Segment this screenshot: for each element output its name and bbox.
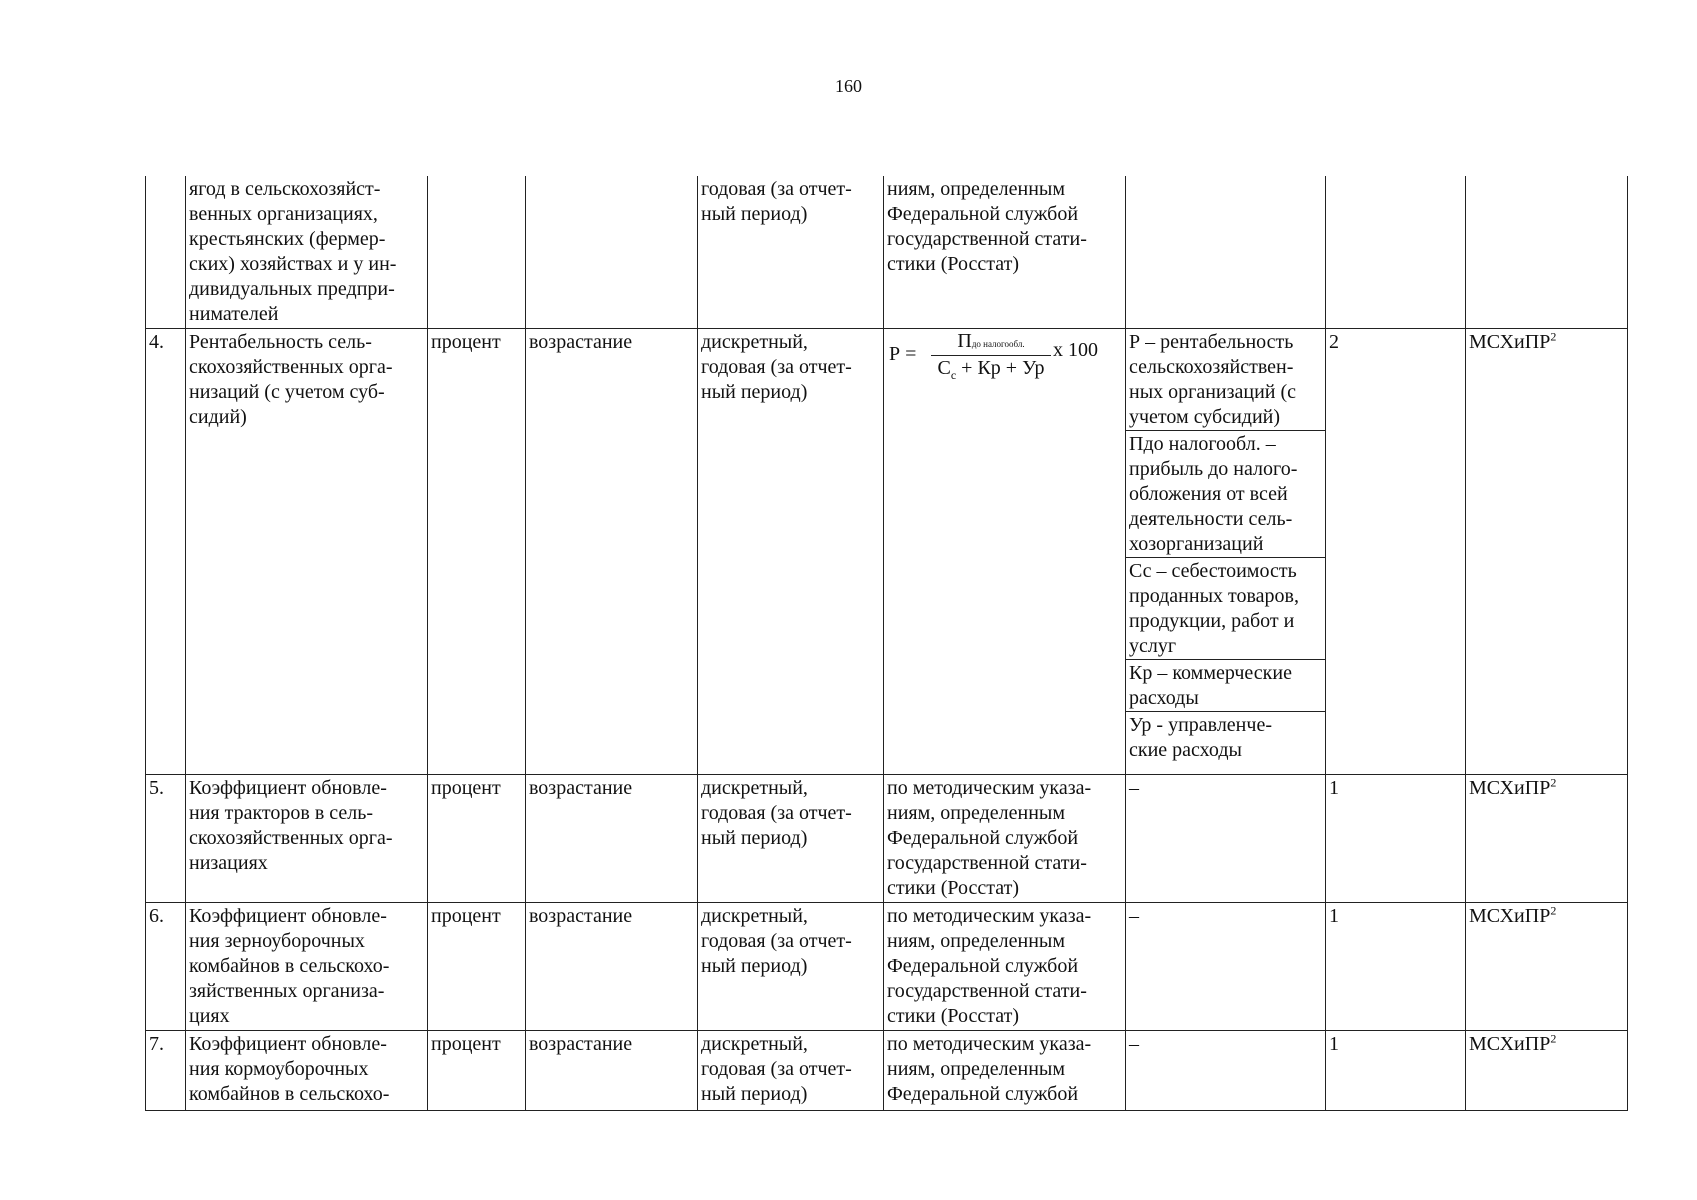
table-row	[146, 1030, 1628, 1110]
type-cell: дискретный, годовая (за отчет- ный период)	[698, 774, 884, 902]
definitions-cell: –	[1126, 774, 1326, 902]
table-row	[146, 774, 1628, 902]
value-cell: 2	[1326, 328, 1466, 774]
method-cell: по методическим указа- ниям, определенным Федеральной службой	[884, 1030, 1126, 1110]
row-number: 5.	[146, 774, 186, 902]
indicator-name: Коэффициент обновле- ния кормоуборочных комбайнов в сельскохо-	[186, 1030, 428, 1110]
formula-numerator: Пдо налогообл.	[931, 330, 1051, 356]
source-cell: МСХиПР$^2$	[1466, 902, 1628, 1030]
source-cell: МСХиПР$^2$	[1466, 1030, 1628, 1110]
type-cell: годовая (за отчет- ный период)	[698, 176, 884, 328]
definitions-cell: –	[1126, 1030, 1326, 1110]
method-cell: ниям, определенным Федеральной службой государственной стати- стики (Росстат)	[884, 176, 1126, 328]
indicators-table	[145, 176, 1628, 1111]
trend-cell: возрастание	[526, 328, 698, 774]
table-row	[146, 328, 1628, 774]
trend-cell: возрастание	[526, 1030, 698, 1110]
formula-fraction	[931, 330, 1051, 380]
source-cell: МСХиПР$^2$	[1466, 328, 1628, 774]
unit-cell: процент	[428, 1030, 526, 1110]
method-cell: по методическим указа- ниям, определенным Федеральной службой государственной стати- стики (Росстат)	[884, 774, 1126, 902]
trend-cell: возрастание	[526, 902, 698, 1030]
unit-cell	[428, 176, 526, 328]
type-cell: дискретный, годовая (за отчет- ный период)	[698, 902, 884, 1030]
definition-item: Сс – себестоимость проданных товаров, продукции, работ и услуг	[1126, 557, 1325, 659]
type-cell: дискретный, годовая (за отчет- ный период)	[698, 1030, 884, 1110]
value-cell: 1	[1326, 774, 1466, 902]
row-number: 7.	[146, 1030, 186, 1110]
source-cell: МСХиПР$^2$	[1466, 774, 1628, 902]
definitions-cell	[1126, 328, 1326, 774]
source-cell	[1466, 176, 1628, 328]
definitions-cell	[1126, 176, 1326, 328]
table-row	[146, 176, 1628, 328]
unit-cell: процент	[428, 774, 526, 902]
formula-lhs: Р =	[889, 342, 917, 365]
indicator-name: Рентабельность сель- скохозяйственных орга- низаций (с учетом суб- сидий)	[186, 328, 428, 774]
unit-cell: процент	[428, 328, 526, 774]
row-number: 4.	[146, 328, 186, 774]
indicator-name: ягод в сельскохозяйст- венных организациях, крестьянских (фермер- ских) хозяйствах и у ин- дивидуальных предпри- нимателей	[186, 176, 428, 328]
definition-item: Пдо налогообл. – прибыль до налого- обложения от всей деятельности сель- хозорганизаций	[1126, 430, 1325, 557]
row-number	[146, 176, 186, 328]
definition-item: Р – рентабельность сельскохозяйствен- ных организаций (с учетом субсидий)	[1126, 329, 1325, 431]
table-row	[146, 902, 1628, 1030]
definition-item: Кр – коммерческие расходы	[1126, 659, 1325, 711]
profitability-formula	[887, 330, 1122, 390]
value-cell: 1	[1326, 1030, 1466, 1110]
trend-cell: возрастание	[526, 774, 698, 902]
page-number: 160	[835, 76, 862, 96]
value-cell	[1326, 176, 1466, 328]
value-cell: 1	[1326, 902, 1466, 1030]
formula-cell	[884, 328, 1126, 774]
type-cell: дискретный, годовая (за отчет- ный период)	[698, 328, 884, 774]
definitions-cell: –	[1126, 902, 1326, 1030]
unit-cell: процент	[428, 902, 526, 1030]
definition-item: Ур - управленче- ские расходы	[1129, 713, 1272, 761]
indicator-name: Коэффициент обновле- ния зерноуборочных комбайнов в сельскохо- зяйственных организа- циях	[186, 902, 428, 1030]
indicator-name: Коэффициент обновле- ния тракторов в сель- скохозяйственных орга- низациях	[186, 774, 428, 902]
formula-denominator: $С_с$ + Кр + Ур	[937, 356, 1045, 382]
trend-cell	[526, 176, 698, 328]
row-number: 6.	[146, 902, 186, 1030]
definitions-list	[1126, 329, 1325, 763]
method-cell: по методическим указа- ниям, определенным Федеральной службой государственной стати- стики (Росстат)	[884, 902, 1126, 1030]
formula-multiplier: х 100	[1053, 338, 1098, 361]
